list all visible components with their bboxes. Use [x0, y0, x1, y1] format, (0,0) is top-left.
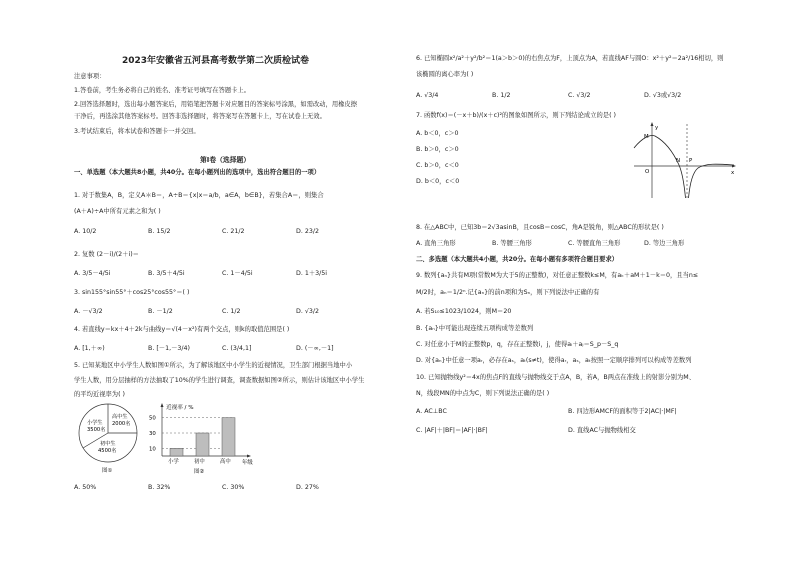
bar-3	[222, 418, 235, 456]
q10-line1: 10. 已知抛物线y²＝4x的焦点F的直线与抛物线交于点A，B，若A，B两点在准线上的射影分别为M、	[416, 374, 695, 381]
q8-stem: 8. 在△ABC中，已知3b＝2√3asinB，且cosB＝cosC，角A是锐角，则△ABC的形状是( )	[416, 224, 664, 231]
q2-stem: 2. 复数 (2－i)/(2＋i)＝	[74, 251, 139, 258]
q6-option-b: B. 1/2	[492, 92, 511, 99]
notes-item-2: 2.回答选择题时，选出每小题答案后，用铅笔把答题卡对应题目的答案标号涂黑，如需改动，用橡皮擦	[74, 101, 358, 108]
notes-item-3: 3.考试结束后，将本试卷和答题卡一并交回。	[74, 128, 200, 135]
graph-label-x: x	[731, 170, 735, 176]
graph-label-n: N	[676, 158, 681, 164]
pie-label-primary: 小学生	[87, 420, 103, 426]
q2-option-d: D. 1＋3/5i	[296, 270, 328, 277]
graph-label-p: P	[689, 158, 693, 164]
q5-option-a: A. 50%	[74, 484, 97, 491]
q8-option-b: B. 等腰三角形	[492, 240, 532, 247]
q7-function-graph	[630, 120, 740, 200]
q4-option-b: B. [－1,－3/4)	[148, 345, 190, 352]
graph-label-m: M	[644, 134, 649, 140]
q9-line2: M/2时，aₙ＝1/2ⁿ.记{aₙ}的前n项和为Sₙ，则下列说法中正确的有	[416, 289, 600, 296]
bar-y-tick: 10	[149, 446, 156, 453]
q9-option-a: A. 若S₁₀≤1023/1024，则M＝20	[416, 308, 512, 315]
q7-option-c: C. b＞0，c＜0	[416, 162, 459, 169]
q1-option-c: C. 21/2	[222, 228, 245, 235]
q1-option-b: B. 15/2	[148, 228, 171, 235]
graph-y-arrow	[651, 122, 654, 126]
q3-option-d: D. √3/2	[296, 308, 319, 315]
q10-option-b: B. 四边形AMCF的面积等于2|AC|·|MF|	[568, 408, 677, 415]
q10-option-c: C. |AF|＋|BF|＝|AF|·|BF|	[416, 427, 488, 434]
q8-option-c: C. 等腰直角三角形	[568, 240, 621, 247]
q6-line2: 该椭圆的离心率为( )	[416, 71, 474, 78]
bar-2	[196, 433, 209, 456]
pie-count-middle: 4500名	[98, 448, 117, 454]
q2-option-c: C. 1－4/5i	[222, 270, 253, 277]
q4-option-a: A. [1,＋∞)	[74, 345, 105, 352]
pie-caption: 图①	[102, 468, 113, 474]
bar-x-arrow	[247, 455, 251, 458]
pie-label-high: 高中生	[112, 414, 128, 420]
q9-option-c: C. 对任意小于M的正整数p，q，存在正整数i，j，使得aᵢ＋aⱼ＝S_p－S_q	[416, 341, 619, 348]
q3-option-c: C. 1/2	[222, 308, 241, 315]
bar-1	[170, 448, 183, 456]
graph-label-origin: O	[645, 169, 650, 175]
bar-y-label: 近视率 / %	[166, 405, 194, 411]
q5-line1: 5. 已知某地区中小学生人数如图①所示，为了解该地区中小学生的近视情况，卫生部门根据当地中小	[74, 362, 353, 369]
q2-option-a: A. 3/5－4/5i	[74, 270, 111, 277]
q1-option-d: D. 23/2	[296, 228, 319, 235]
q1-line2: (A＋A)÷A中所有元素之和为( )	[74, 208, 161, 215]
q7-option-a: A. b＜0，c＞0	[416, 130, 459, 137]
part2-section: 二、多选题（本大题共4小题，共20分。在每小题有多项符合题目要求）	[416, 256, 619, 263]
q4-option-c: C. (3/4,1]	[222, 345, 252, 352]
page-title: 2023年安徽省五河县高考数学第二次质检试卷	[122, 56, 310, 66]
q3-stem: 3. sin155°sin55°＋cos25°cos55°＝( )	[74, 289, 190, 296]
bar-y-tick: 30	[149, 431, 156, 437]
q8-option-a: A. 直角三角形	[416, 240, 456, 247]
bar-category-label: 小学	[168, 459, 179, 465]
q7-option-b: B. b＞0，c＞0	[416, 146, 459, 153]
bar-chart	[138, 398, 268, 480]
q5-line3: 的平均近视率为( )	[74, 391, 125, 398]
pie-count-primary: 3500名	[87, 427, 106, 433]
q10-option-a: A. AC⊥BC	[416, 408, 447, 415]
q6-option-a: A. √3/4	[416, 92, 439, 99]
q2-option-b: B. 3/5＋4/5i	[148, 270, 185, 277]
bar-category-label: 高中	[220, 459, 231, 465]
notes-heading: 注意事项：	[74, 73, 106, 80]
q7-stem: 7. 函数f(x)＝(－x＋b)/(x＋c)²的图象如图所示，则下列结论成立的是( )	[416, 112, 616, 119]
q5-option-b: B. 32%	[148, 484, 171, 491]
q9-option-d: D. 对{aₙ}中任意一项aᵣ，必存在aₛ，aₜ(s≠t)，使得aᵣ，aₛ，aₜ按照一定顺序排列可以构成等差数列	[416, 357, 692, 364]
pie-count-high: 2000名	[112, 421, 131, 427]
q4-stem: 4. 若直线y＝kx＋4＋2k与曲线y＝√(4－x²)有两个交点，则k的取值范围是( )	[74, 326, 290, 333]
q5-line2: 学生人数，用分层抽样的方法抽取了10%的学生进行调查，调查数据如图②所示，则估计该地区中小学生	[74, 377, 365, 384]
q1-line1: 1. 对于数集A，B，定义A＊B＝，A÷B＝{x|x＝a/b，a∈A，b∈B}，若集合A＝，则集合	[74, 192, 324, 199]
part1-heading: 第I卷（选择题）	[200, 156, 251, 164]
q6-option-c: C. √3/2	[568, 92, 591, 99]
q6-option-d: D. √3或√3/2	[644, 92, 682, 99]
q8-option-d: D. 等边三角形	[644, 240, 685, 247]
bar-category-label: 初中	[194, 459, 205, 465]
q9-line1: 9. 数列{aₙ}共有M项(常数M为大于5的正整数)，对任意正整数k≤M，有aₖ＋aM＋1－k＝0，且当n≤	[416, 272, 699, 279]
q5-option-d: D. 27%	[296, 484, 319, 491]
q5-option-c: C. 30%	[222, 484, 245, 491]
pie-label-middle: 初中生	[100, 441, 116, 447]
notes-item-1: 1.答卷前，考生务必将自己的姓名、准考证号填写在答题卡上。	[74, 87, 251, 94]
bar-caption: 图②	[194, 469, 205, 475]
graph-curve-right	[689, 164, 735, 198]
q7-option-d: D. b＜0，c＜0	[416, 178, 460, 185]
bar-x-label: 年级	[242, 460, 253, 466]
q1-option-a: A. 10/2	[74, 228, 97, 235]
bar-y-tick: 50	[149, 415, 156, 422]
q6-line1: 6. 已知椭圆x²/a²＋y²/b²＝1(a＞b＞0)的右焦点为F，上顶点为A，若直线AF与圆O：x²＋y²＝2a²/16相切，则	[416, 55, 724, 62]
q4-option-d: D. (－∞,－1]	[296, 345, 334, 352]
q3-option-b: B. －1/2	[148, 308, 173, 315]
notes-item-2b: 干净后，再选涂其他答案标号。回答非选择题时，将答案写在答题卡上，写在试卷上无效。	[74, 113, 326, 120]
graph-label-y: y	[655, 125, 659, 131]
bar-y-arrow	[161, 403, 164, 407]
q3-option-a: A. －√3/2	[74, 308, 103, 315]
graph-curve-left	[634, 136, 686, 199]
q10-line2: N，线段MN的中点为C，则下列说法正确的是( )	[416, 390, 550, 397]
q9-option-b: B. {aₙ}中可能出现连续五项构成等差数列	[416, 325, 534, 332]
q10-option-d: D. 直线AC与抛物线相交	[568, 427, 636, 434]
part1-section: 一、单选题（本大题共8小题，共40分。在每小题列出的选项中，选出符合题目的一项）	[74, 169, 321, 176]
